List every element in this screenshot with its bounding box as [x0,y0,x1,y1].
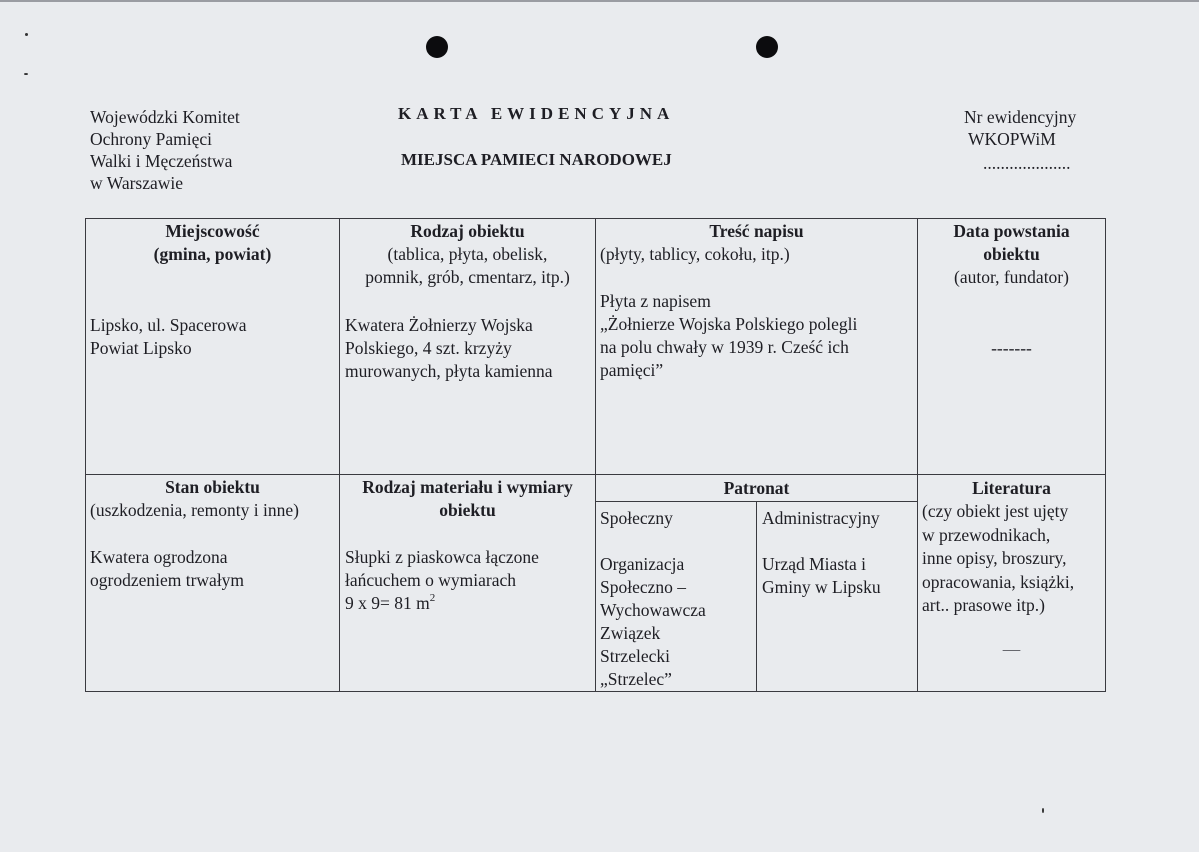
header-text: Rodzaj obiektu [410,221,525,241]
scan-speck [1042,808,1044,813]
column-divider [917,218,918,692]
cell-header-inscription-sub: (płyty, tablicy, cokołu, itp.) [600,244,790,264]
page-top-edge [0,0,1199,2]
cell-header-inscription: Treść napisu [709,221,804,241]
cell-header-patronage: Patronat [723,478,790,498]
cell-header-object-type [340,220,595,289]
patronage-social-label: Społeczny [600,508,673,528]
registration-number-label: Nr ewidencyjny [964,107,1077,127]
header-text: Literatura [972,478,1051,498]
cell-header-locality [86,220,339,266]
cell-text: Lipsko, ul. Spacerowa [90,315,247,335]
registration-org: WKOPWiM [968,129,1056,149]
organization-line: Wojewódzki Komitet [90,107,240,127]
header-subtext: art.. prasowe itp.) [922,595,1045,615]
organization-line: Ochrony Pamięci [90,129,212,149]
cell-text: Urząd Miasta i [762,554,866,574]
header-text: Data powstania [953,221,1070,241]
organization-name [90,106,240,194]
cell-text: „Strzelec” [600,669,672,689]
cell-text: Gminy w Lipsku [762,577,881,597]
form-subtitle: MIEJSCA PAMIECI NARODOWEJ [401,150,672,169]
cell-literature: — [1002,639,1021,659]
cell-header-literature-sub [922,500,1074,618]
cell-header-material [340,476,595,522]
cell-header-creation-date [918,220,1105,289]
punch-hole-left [426,36,448,58]
cell-text: Strzelecki [600,646,670,666]
cell-header-literature [918,477,1105,500]
cell-object-type [345,314,553,383]
patronage-admin-label: Administracyjny [762,508,880,528]
cell-text: Kwatera ogrodzona [90,547,228,567]
header-subtext: (tablica, płyta, obelisk, [387,244,548,264]
header-subtext: opracowania, książki, [922,571,1075,592]
cell-text: Polskiego, 4 szt. krzyży [345,338,512,358]
header-text: Miejscowość [165,221,260,241]
cell-text: Organizacja [600,554,685,574]
table-border-right [1105,218,1106,692]
punch-hole-right [756,36,778,58]
cell-text: „Żołnierze Wojska Polskiego polegli [600,314,858,334]
cell-text: Kwatera Żołnierzy Wojska [345,315,533,335]
header-subtext: (czy obiekt jest ujęty [922,501,1069,521]
cell-condition [90,546,244,592]
header-subtext: w przewodnikach, [922,524,1051,545]
cell-header-condition [86,476,339,499]
cell-locality [90,314,247,360]
scan-speck [25,33,28,36]
patronage-social [600,553,706,691]
cell-text: Powiat Lipsko [90,338,192,358]
header-text: Stan obiektu [165,477,260,497]
cell-header-condition-sub: (uszkodzenia, remonty i inne) [90,500,299,520]
form-title: KARTA EWIDENCYJNA [398,104,675,123]
cell-inscription [600,290,857,382]
header-subtext: pomnik, grób, cmentarz, itp.) [365,267,570,287]
table-border-left [85,218,86,692]
header-subtext: inne opisy, broszury, [922,548,1067,568]
column-divider [339,218,340,692]
cell-text: ogrodzeniem trwałym [90,570,245,590]
cell-text: murowanych, płyta kamienna [345,361,553,381]
patronat-column-divider [756,501,757,692]
cell-text: pamięci” [600,360,664,380]
cell-creation-date: ------- [991,338,1032,358]
scan-speck [24,73,28,75]
header-text: obiektu [983,244,1040,264]
cell-text: 9 x 9= 81 m [345,593,430,613]
cell-text: na polu chwały w 1939 r. Cześć ich [600,337,849,357]
header-subtext: (autor, fundator) [954,267,1069,287]
cell-material [345,546,539,615]
header-text: Rodzaj materiału i wymiary [362,477,573,497]
cell-text: Związek [600,623,661,643]
cell-text: łańcuchem o wymiarach [345,570,517,590]
header-text: obiektu [439,500,496,520]
header-text: (gmina, powiat) [153,244,272,264]
organization-line: Walki i Męczeństwa [90,151,233,171]
cell-text: Społeczno – [600,577,687,597]
cell-text: Słupki z piaskowca łączone [345,547,539,567]
column-divider [595,218,596,692]
patronage-admin [762,553,881,599]
superscript-exponent: 2 [429,592,436,604]
cell-text: Wychowawcza [600,600,706,620]
cell-text: Płyta z napisem [600,291,711,311]
organization-line: w Warszawie [90,173,184,193]
registration-number-value: .................... [983,153,1071,173]
